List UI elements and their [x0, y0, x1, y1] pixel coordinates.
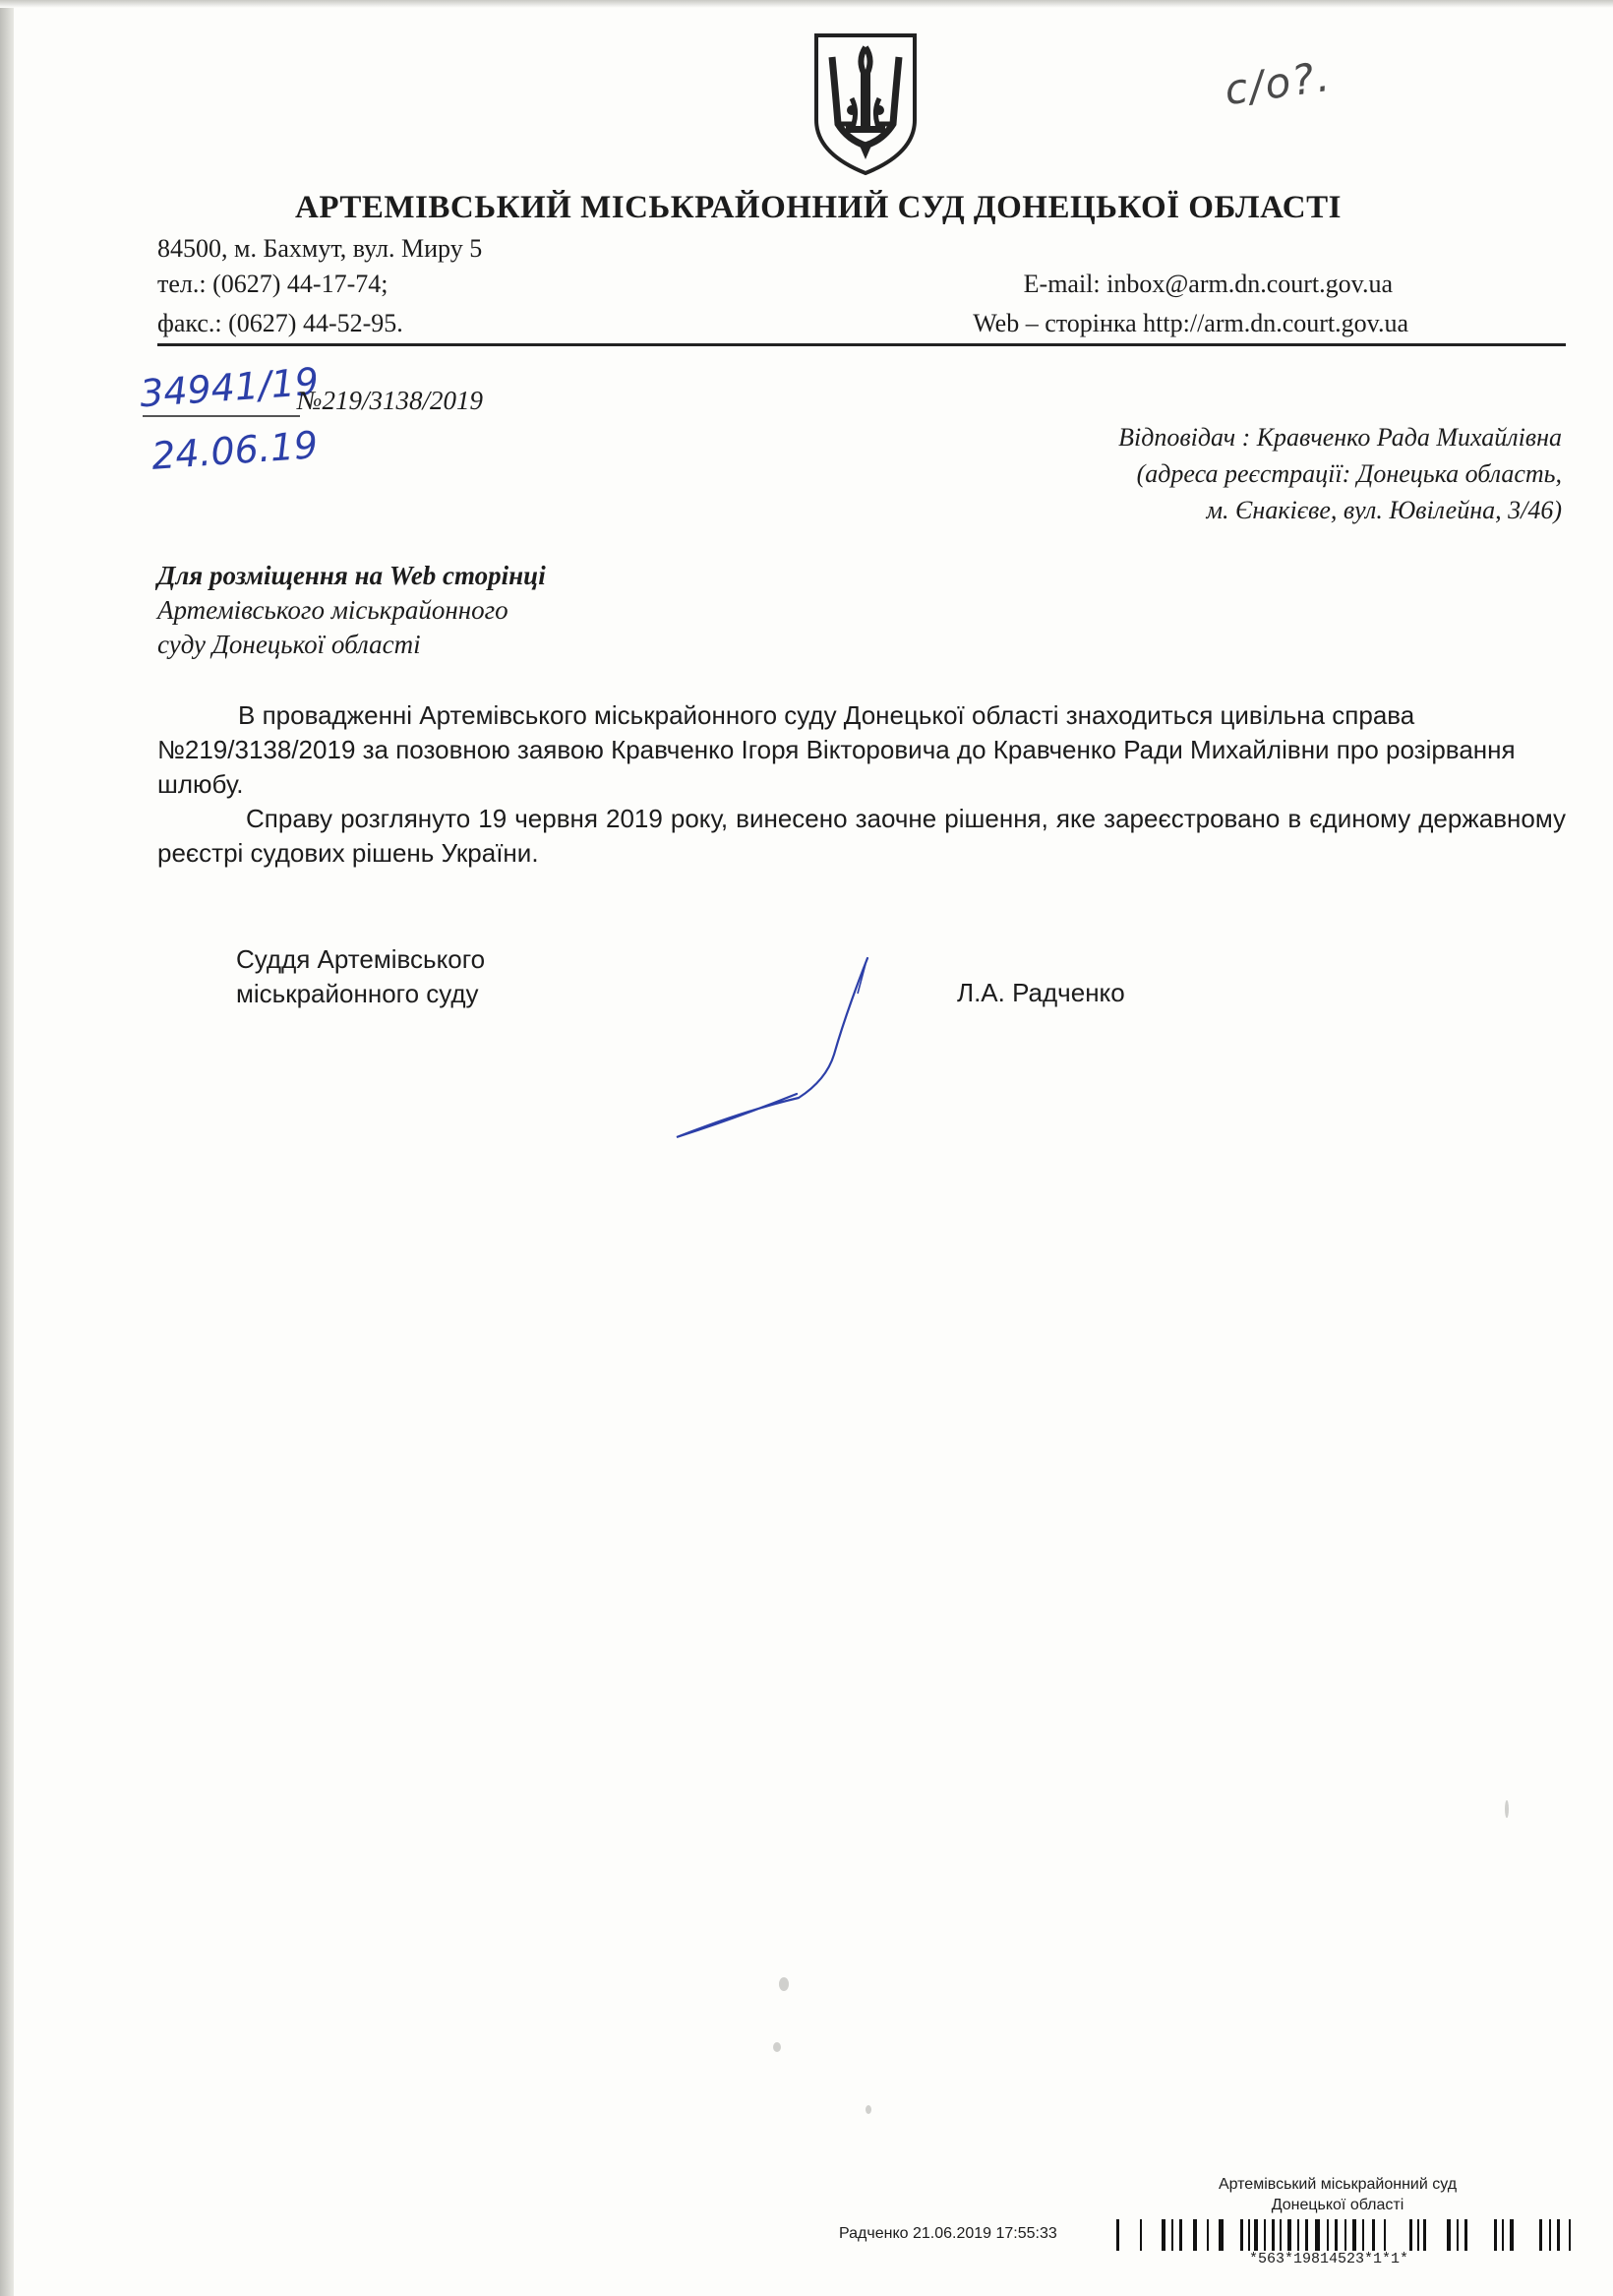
respondent-name: Відповідач : Кравченко Рада Михайлівна	[1118, 423, 1562, 452]
scan-speck	[866, 2105, 871, 2114]
handwritten-registration-date: 24.06.19	[149, 423, 320, 478]
scan-edge-left	[0, 0, 14, 2296]
footer-court-stamp	[1190, 2174, 1485, 2215]
scan-speck	[779, 1977, 789, 1991]
handwritten-signature	[629, 954, 885, 1151]
header-divider	[157, 343, 1566, 346]
footer-court-line2: Донецької області	[1271, 2197, 1404, 2213]
court-website: Web – сторінка http://arm.dn.court.gov.ua	[973, 309, 1408, 337]
document-barcode	[1116, 2219, 1579, 2251]
court-fax: факс.: (0627) 44-52-95.	[157, 309, 403, 337]
case-number: №219/3138/2019	[297, 386, 483, 415]
respondent-block	[873, 419, 1562, 528]
scan-edge-top	[0, 0, 1613, 8]
digital-signature-stamp: Радченко 21.06.2019 17:55:33	[839, 2225, 1057, 2242]
registration-underline	[143, 415, 300, 417]
handwritten-note: с/о?.	[1222, 51, 1335, 115]
court-email: E-mail: inbox@arm.dn.court.gov.ua	[1023, 270, 1393, 298]
scan-speck	[1505, 1800, 1509, 1818]
judge-title-line2: міськрайонного суду	[236, 979, 479, 1008]
judge-title	[236, 942, 485, 1011]
court-phone: тел.: (0627) 44-17-74;	[157, 270, 388, 298]
body-paragraph-1: В провадженні Артемівського міськрайонного суду Донецької області знаходиться цивільна справа №219/3138/2019 за позовною заявою Кравченко Ігоря Вікторовича до Кравченко Ради Михайлівни про розірвання шлюбу.	[157, 700, 1516, 799]
placement-note	[157, 559, 546, 662]
placement-line3: суду Донецької області	[157, 630, 421, 659]
judge-title-line1: Суддя Артемівського	[236, 944, 486, 974]
handwritten-registration-number: 34941/19	[138, 359, 321, 416]
respondent-address-line1: (адреса реєстрації: Донецька область,	[1136, 459, 1562, 488]
court-title: АРТЕМІВСЬКИЙ МІСЬКРАЙОННИЙ СУД ДОНЕЦЬКОЇ ОБЛАСТІ	[295, 190, 1342, 225]
court-address: 84500, м. Бахмут, вул. Миру 5	[157, 234, 483, 263]
barcode-number: *563*19814523*1*1*	[1249, 2251, 1409, 2267]
respondent-address-line2: м. Єнакієве, вул. Ювілейна, 3/46)	[1206, 496, 1562, 524]
placement-heading: Для розміщення на Web сторінці	[157, 561, 546, 590]
scan-speck	[773, 2042, 781, 2052]
judge-name: Л.А. Радченко	[957, 978, 1125, 1007]
body-paragraph-2: Справу розглянуто 19 червня 2019 року, винесено заочне рішення, яке зареєстровано в єдиному державному реєстрі судових рішень України.	[157, 804, 1566, 868]
footer-court-line1: Артемівський міськрайонний суд	[1218, 2176, 1458, 2193]
coat-of-arms-icon	[808, 30, 923, 177]
placement-line2: Артемівського міськрайонного	[157, 595, 508, 625]
